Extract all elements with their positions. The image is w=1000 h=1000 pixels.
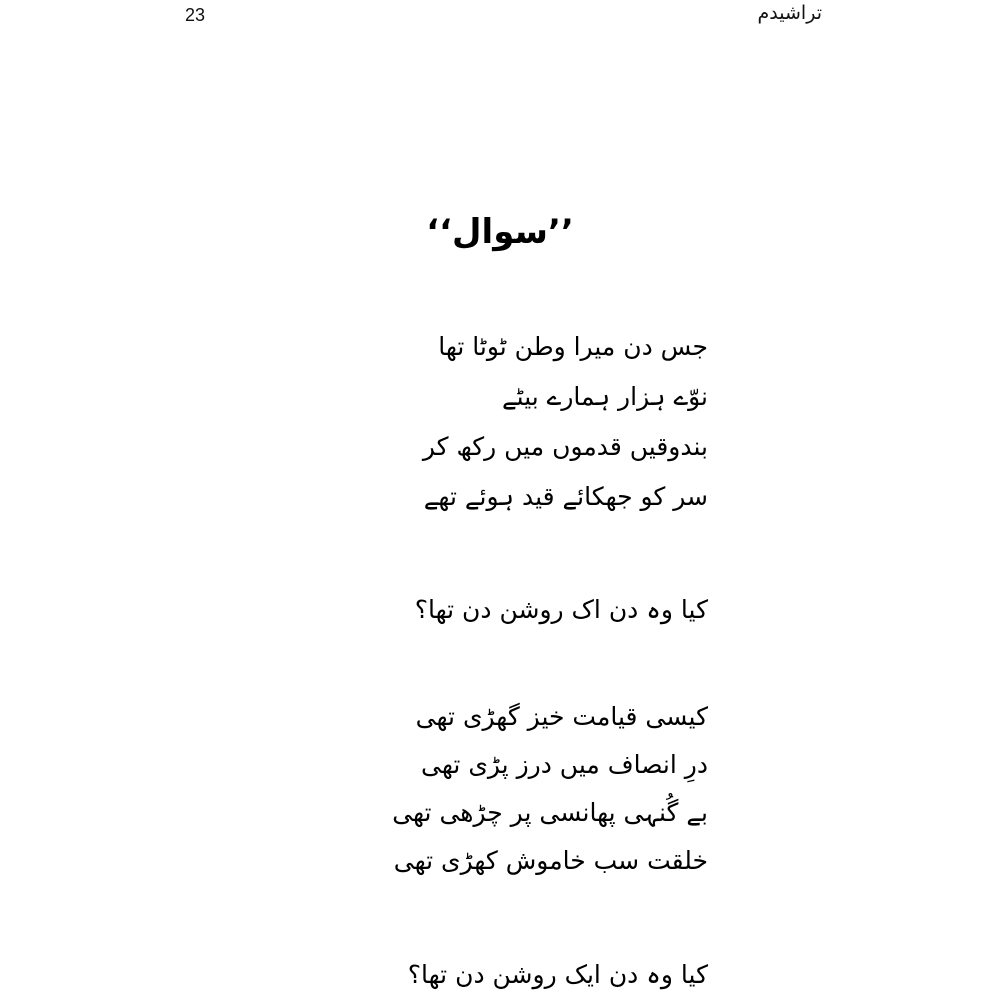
poem-line: سر کو جھکائے قید ہوئے تھے [423,482,708,511]
poem-line: بندوقیں قدموں میں رکھ کر [422,432,708,461]
poem-line: کیسی قیامت خیز گھڑی تھی [415,702,708,731]
stanza-2-question [415,585,708,635]
page-number: 23 [185,5,206,25]
stanza-3 [392,693,708,885]
poem-line: درِ انصاف میں درز پڑی تھی [421,750,708,779]
poem-line-question: کیا وہ دن ایک روشن دن تھا؟ [407,960,708,989]
poem-line: بے گُنہی پھانسی پر چڑھی تھی [392,798,708,827]
poem-line-question: کیا وہ دن اک روشن دن تھا؟ [414,595,708,624]
running-head-book-title: تراشیدم [757,2,822,24]
poem-line: جس دن میرا وطن ٹوٹا تھا [438,332,708,361]
poem-line: نوّے ہزار ہمارے بیٹے [502,382,708,411]
stanza-4-question [408,950,708,1000]
poem-title: ’’سوال‘‘ [426,212,574,252]
stanza-1 [423,322,708,522]
poem-line: خلقت سب خاموش کھڑی تھی [393,846,708,875]
